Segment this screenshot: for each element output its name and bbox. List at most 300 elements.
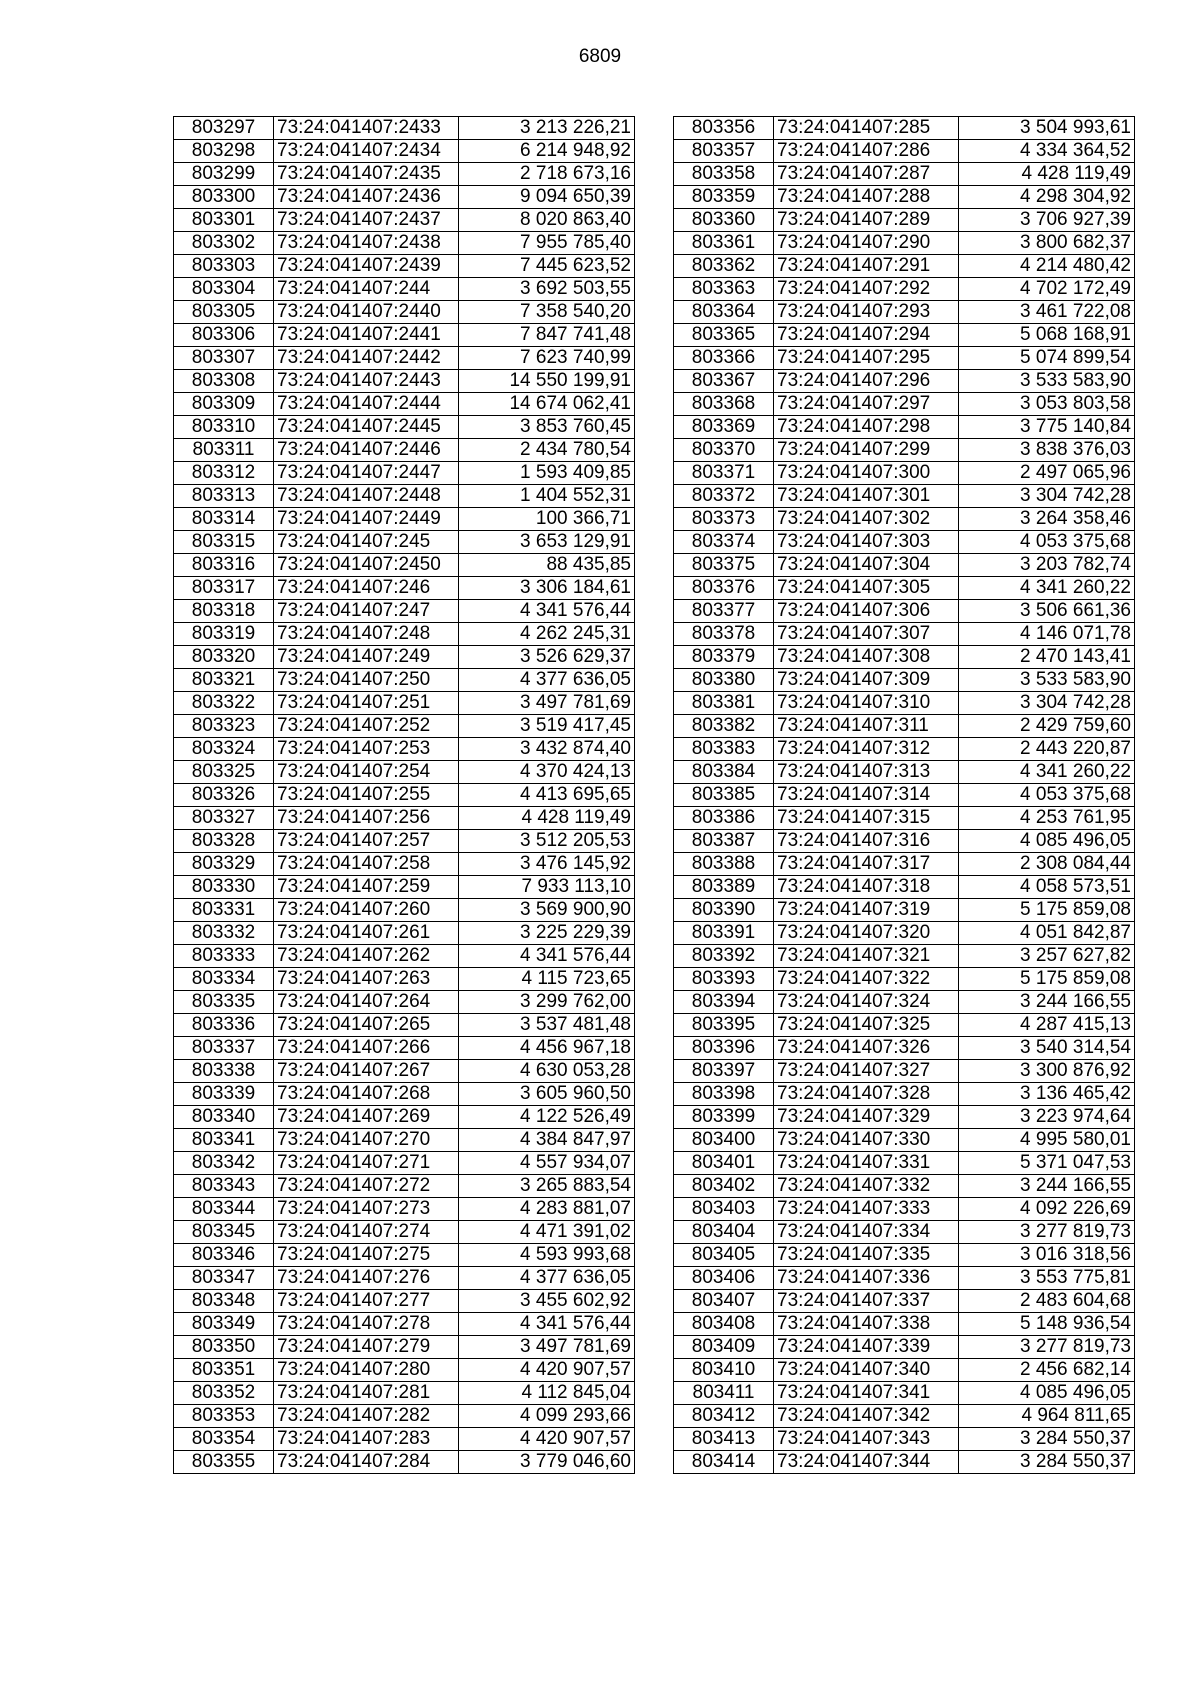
value-cell: 3 605 960,50 [459, 1083, 635, 1106]
row-number-cell: 803337 [174, 1037, 274, 1060]
cadastral-number-cell: 73:24:041407:308 [774, 646, 959, 669]
table-row [174, 991, 635, 1014]
table-row [674, 393, 1135, 416]
value-cell: 3 299 762,00 [459, 991, 635, 1014]
value-cell: 5 068 168,91 [959, 324, 1135, 347]
row-number-cell: 803344 [174, 1198, 274, 1221]
row-number-cell: 803298 [174, 140, 274, 163]
value-cell: 4 115 723,65 [459, 968, 635, 991]
table-row [174, 1405, 635, 1428]
row-number-cell: 803407 [674, 1290, 774, 1313]
row-number-cell: 803345 [174, 1221, 274, 1244]
value-cell: 4 253 761,95 [959, 807, 1135, 830]
cadastral-number-cell: 73:24:041407:318 [774, 876, 959, 899]
table-row [174, 945, 635, 968]
cadastral-number-cell: 73:24:041407:343 [774, 1428, 959, 1451]
value-cell: 3 706 927,39 [959, 209, 1135, 232]
table-row [174, 853, 635, 876]
row-number-cell: 803412 [674, 1405, 774, 1428]
table-row [674, 1221, 1135, 1244]
table-row [174, 531, 635, 554]
value-cell: 3 533 583,90 [959, 370, 1135, 393]
table-row [674, 853, 1135, 876]
row-number-cell: 803398 [674, 1083, 774, 1106]
cadastral-number-cell: 73:24:041407:2440 [274, 301, 459, 324]
cadastral-number-cell: 73:24:041407:289 [774, 209, 959, 232]
value-cell: 6 214 948,92 [459, 140, 635, 163]
table-row [174, 669, 635, 692]
value-cell: 4 413 695,65 [459, 784, 635, 807]
table-row [174, 1198, 635, 1221]
table-row [674, 140, 1135, 163]
cadastral-number-cell: 73:24:041407:248 [274, 623, 459, 646]
value-cell: 4 298 304,92 [959, 186, 1135, 209]
value-cell: 3 537 481,48 [459, 1014, 635, 1037]
row-number-cell: 803351 [174, 1359, 274, 1382]
value-cell: 2 456 682,14 [959, 1359, 1135, 1382]
cadastral-number-cell: 73:24:041407:281 [274, 1382, 459, 1405]
table-row [674, 1175, 1135, 1198]
table-row [674, 623, 1135, 646]
row-number-cell: 803396 [674, 1037, 774, 1060]
row-number-cell: 803377 [674, 600, 774, 623]
row-number-cell: 803304 [174, 278, 274, 301]
value-cell: 5 175 859,08 [959, 899, 1135, 922]
row-number-cell: 803394 [674, 991, 774, 1014]
cadastral-number-cell: 73:24:041407:334 [774, 1221, 959, 1244]
table-row [674, 1152, 1135, 1175]
value-cell: 4 053 375,68 [959, 784, 1135, 807]
value-cell: 4 593 993,68 [459, 1244, 635, 1267]
cadastral-number-cell: 73:24:041407:2434 [274, 140, 459, 163]
value-cell: 4 456 967,18 [459, 1037, 635, 1060]
table-row [674, 1267, 1135, 1290]
value-cell: 3 306 184,61 [459, 577, 635, 600]
table-row [174, 255, 635, 278]
value-cell: 2 497 065,96 [959, 462, 1135, 485]
cadastral-number-cell: 73:24:041407:319 [774, 899, 959, 922]
cadastral-number-cell: 73:24:041407:300 [774, 462, 959, 485]
row-number-cell: 803322 [174, 692, 274, 715]
row-number-cell: 803356 [674, 117, 774, 140]
cadastral-number-cell: 73:24:041407:2444 [274, 393, 459, 416]
cadastral-number-cell: 73:24:041407:268 [274, 1083, 459, 1106]
value-cell: 3 512 205,53 [459, 830, 635, 853]
value-cell: 2 483 604,68 [959, 1290, 1135, 1313]
row-number-cell: 803312 [174, 462, 274, 485]
table-row [174, 1336, 635, 1359]
table-row [174, 899, 635, 922]
cadastral-number-cell: 73:24:041407:302 [774, 508, 959, 531]
row-number-cell: 803352 [174, 1382, 274, 1405]
row-number-cell: 803368 [674, 393, 774, 416]
value-cell: 3 244 166,55 [959, 1175, 1135, 1198]
table-row [674, 945, 1135, 968]
value-cell: 4 214 480,42 [959, 255, 1135, 278]
value-cell: 3 244 166,55 [959, 991, 1135, 1014]
row-number-cell: 803384 [674, 761, 774, 784]
row-number-cell: 803321 [174, 669, 274, 692]
cadastral-number-cell: 73:24:041407:335 [774, 1244, 959, 1267]
table-row [174, 508, 635, 531]
table-row [674, 117, 1135, 140]
row-number-cell: 803402 [674, 1175, 774, 1198]
value-cell: 3 497 781,69 [459, 1336, 635, 1359]
table-row [674, 301, 1135, 324]
cadastral-number-cell: 73:24:041407:251 [274, 692, 459, 715]
row-number-cell: 803346 [174, 1244, 274, 1267]
table-row [674, 255, 1135, 278]
row-number-cell: 803327 [174, 807, 274, 830]
row-number-cell: 803331 [174, 899, 274, 922]
value-cell: 7 623 740,99 [459, 347, 635, 370]
row-number-cell: 803348 [174, 1290, 274, 1313]
row-number-cell: 803336 [174, 1014, 274, 1037]
value-cell: 4 287 415,13 [959, 1014, 1135, 1037]
value-cell: 4 995 580,01 [959, 1129, 1135, 1152]
cadastral-number-cell: 73:24:041407:264 [274, 991, 459, 1014]
row-number-cell: 803297 [174, 117, 274, 140]
value-cell: 3 203 782,74 [959, 554, 1135, 577]
table-row [674, 1451, 1135, 1474]
row-number-cell: 803355 [174, 1451, 274, 1474]
table-row [674, 646, 1135, 669]
row-number-cell: 803316 [174, 554, 274, 577]
table-row [174, 1175, 635, 1198]
value-cell: 3 213 226,21 [459, 117, 635, 140]
cadastral-number-cell: 73:24:041407:246 [274, 577, 459, 600]
value-cell: 3 519 417,45 [459, 715, 635, 738]
table-row [674, 1313, 1135, 1336]
cadastral-number-cell: 73:24:041407:293 [774, 301, 959, 324]
value-cell: 2 434 780,54 [459, 439, 635, 462]
row-number-cell: 803305 [174, 301, 274, 324]
row-number-cell: 803372 [674, 485, 774, 508]
table-left-body [174, 117, 635, 1474]
value-cell: 3 225 229,39 [459, 922, 635, 945]
table-row [174, 1451, 635, 1474]
row-number-cell: 803413 [674, 1428, 774, 1451]
row-number-cell: 803382 [674, 715, 774, 738]
row-number-cell: 803360 [674, 209, 774, 232]
row-number-cell: 803404 [674, 1221, 774, 1244]
value-cell: 7 933 113,10 [459, 876, 635, 899]
row-number-cell: 803376 [674, 577, 774, 600]
row-number-cell: 803299 [174, 163, 274, 186]
cadastral-number-cell: 73:24:041407:254 [274, 761, 459, 784]
value-cell: 4 702 172,49 [959, 278, 1135, 301]
table-row [174, 715, 635, 738]
row-number-cell: 803395 [674, 1014, 774, 1037]
row-number-cell: 803392 [674, 945, 774, 968]
cadastral-number-cell: 73:24:041407:263 [274, 968, 459, 991]
row-number-cell: 803399 [674, 1106, 774, 1129]
table-row [674, 807, 1135, 830]
table-row [674, 324, 1135, 347]
table-row [174, 1382, 635, 1405]
table-row [174, 1083, 635, 1106]
value-cell: 4 085 496,05 [959, 1382, 1135, 1405]
row-number-cell: 803361 [674, 232, 774, 255]
value-cell: 4 058 573,51 [959, 876, 1135, 899]
value-cell: 4 053 375,68 [959, 531, 1135, 554]
table-row [174, 416, 635, 439]
value-cell: 2 443 220,87 [959, 738, 1135, 761]
table-left [173, 116, 635, 1474]
value-cell: 4 384 847,97 [459, 1129, 635, 1152]
value-cell: 3 526 629,37 [459, 646, 635, 669]
cadastral-number-cell: 73:24:041407:286 [774, 140, 959, 163]
table-row [674, 1106, 1135, 1129]
value-cell: 3 569 900,90 [459, 899, 635, 922]
table-row [174, 623, 635, 646]
row-number-cell: 803332 [174, 922, 274, 945]
row-number-cell: 803317 [174, 577, 274, 600]
row-number-cell: 803405 [674, 1244, 774, 1267]
cadastral-number-cell: 73:24:041407:307 [774, 623, 959, 646]
cadastral-number-cell: 73:24:041407:311 [774, 715, 959, 738]
table-row [674, 1405, 1135, 1428]
row-number-cell: 803303 [174, 255, 274, 278]
value-cell: 1 404 552,31 [459, 485, 635, 508]
cadastral-number-cell: 73:24:041407:344 [774, 1451, 959, 1474]
value-cell: 3 653 129,91 [459, 531, 635, 554]
cadastral-number-cell: 73:24:041407:283 [274, 1428, 459, 1451]
table-row [674, 508, 1135, 531]
page-number: 6809 [578, 46, 622, 67]
row-number-cell: 803406 [674, 1267, 774, 1290]
table-row [174, 163, 635, 186]
row-number-cell: 803349 [174, 1313, 274, 1336]
table-row [674, 163, 1135, 186]
value-cell: 3 553 775,81 [959, 1267, 1135, 1290]
value-cell: 4 283 881,07 [459, 1198, 635, 1221]
value-cell: 4 341 576,44 [459, 600, 635, 623]
row-number-cell: 803354 [174, 1428, 274, 1451]
row-number-cell: 803310 [174, 416, 274, 439]
cadastral-number-cell: 73:24:041407:279 [274, 1336, 459, 1359]
cadastral-number-cell: 73:24:041407:2446 [274, 439, 459, 462]
table-row [674, 1060, 1135, 1083]
row-number-cell: 803370 [674, 439, 774, 462]
row-number-cell: 803381 [674, 692, 774, 715]
cadastral-number-cell: 73:24:041407:316 [774, 830, 959, 853]
cadastral-number-cell: 73:24:041407:262 [274, 945, 459, 968]
cadastral-number-cell: 73:24:041407:2439 [274, 255, 459, 278]
value-cell: 7 445 623,52 [459, 255, 635, 278]
table-row [674, 761, 1135, 784]
table-row [174, 807, 635, 830]
cadastral-number-cell: 73:24:041407:284 [274, 1451, 459, 1474]
table-row [174, 1037, 635, 1060]
value-cell: 3 304 742,28 [959, 485, 1135, 508]
value-cell: 4 341 260,22 [959, 577, 1135, 600]
cadastral-number-cell: 73:24:041407:322 [774, 968, 959, 991]
cadastral-number-cell: 73:24:041407:282 [274, 1405, 459, 1428]
cadastral-number-cell: 73:24:041407:273 [274, 1198, 459, 1221]
value-cell: 4 341 576,44 [459, 1313, 635, 1336]
cadastral-number-cell: 73:24:041407:296 [774, 370, 959, 393]
row-number-cell: 803335 [174, 991, 274, 1014]
table-row [174, 692, 635, 715]
value-cell: 3 497 781,69 [459, 692, 635, 715]
value-cell: 3 265 883,54 [459, 1175, 635, 1198]
cadastral-number-cell: 73:24:041407:261 [274, 922, 459, 945]
cadastral-number-cell: 73:24:041407:331 [774, 1152, 959, 1175]
cadastral-number-cell: 73:24:041407:267 [274, 1060, 459, 1083]
table-row [674, 922, 1135, 945]
table-row [174, 1244, 635, 1267]
row-number-cell: 803307 [174, 347, 274, 370]
value-cell: 4 146 071,78 [959, 623, 1135, 646]
table-row [674, 830, 1135, 853]
row-number-cell: 803315 [174, 531, 274, 554]
table-row [174, 922, 635, 945]
table-row [174, 1014, 635, 1037]
row-number-cell: 803353 [174, 1405, 274, 1428]
value-cell: 3 223 974,64 [959, 1106, 1135, 1129]
value-cell: 3 432 874,40 [459, 738, 635, 761]
cadastral-number-cell: 73:24:041407:301 [774, 485, 959, 508]
table-row [674, 485, 1135, 508]
value-cell: 4 630 053,28 [459, 1060, 635, 1083]
cadastral-number-cell: 73:24:041407:2441 [274, 324, 459, 347]
value-cell: 3 838 376,03 [959, 439, 1135, 462]
row-number-cell: 803329 [174, 853, 274, 876]
table-row [174, 761, 635, 784]
table-row [674, 738, 1135, 761]
cadastral-number-cell: 73:24:041407:2437 [274, 209, 459, 232]
cadastral-number-cell: 73:24:041407:270 [274, 1129, 459, 1152]
cadastral-number-cell: 73:24:041407:266 [274, 1037, 459, 1060]
table-row [174, 485, 635, 508]
cadastral-number-cell: 73:24:041407:255 [274, 784, 459, 807]
table-row [674, 1014, 1135, 1037]
cadastral-number-cell: 73:24:041407:250 [274, 669, 459, 692]
cadastral-number-cell: 73:24:041407:342 [774, 1405, 959, 1428]
cadastral-number-cell: 73:24:041407:249 [274, 646, 459, 669]
table-row [174, 140, 635, 163]
cadastral-number-cell: 73:24:041407:327 [774, 1060, 959, 1083]
table-row [674, 462, 1135, 485]
value-cell: 2 470 143,41 [959, 646, 1135, 669]
value-cell: 3 800 682,37 [959, 232, 1135, 255]
row-number-cell: 803411 [674, 1382, 774, 1405]
row-number-cell: 803409 [674, 1336, 774, 1359]
table-row [174, 1106, 635, 1129]
row-number-cell: 803408 [674, 1313, 774, 1336]
table-row [174, 876, 635, 899]
table-row [174, 393, 635, 416]
cadastral-number-cell: 73:24:041407:265 [274, 1014, 459, 1037]
value-cell: 4 341 260,22 [959, 761, 1135, 784]
table-row [674, 554, 1135, 577]
row-number-cell: 803373 [674, 508, 774, 531]
table-row [174, 186, 635, 209]
value-cell: 4 112 845,04 [459, 1382, 635, 1405]
value-cell: 3 455 602,92 [459, 1290, 635, 1313]
value-cell: 4 964 811,65 [959, 1405, 1135, 1428]
table-row [174, 278, 635, 301]
cadastral-number-cell: 73:24:041407:247 [274, 600, 459, 623]
value-cell: 4 377 636,05 [459, 669, 635, 692]
value-cell: 4 377 636,05 [459, 1267, 635, 1290]
row-number-cell: 803320 [174, 646, 274, 669]
row-number-cell: 803330 [174, 876, 274, 899]
table-row [174, 830, 635, 853]
value-cell: 14 674 062,41 [459, 393, 635, 416]
cadastral-number-cell: 73:24:041407:291 [774, 255, 959, 278]
row-number-cell: 803386 [674, 807, 774, 830]
row-number-cell: 803323 [174, 715, 274, 738]
row-number-cell: 803301 [174, 209, 274, 232]
value-cell: 3 277 819,73 [959, 1221, 1135, 1244]
table-row [174, 1428, 635, 1451]
cadastral-number-cell: 73:24:041407:298 [774, 416, 959, 439]
value-cell: 4 370 424,13 [459, 761, 635, 784]
row-number-cell: 803342 [174, 1152, 274, 1175]
value-cell: 4 341 576,44 [459, 945, 635, 968]
value-cell: 1 593 409,85 [459, 462, 635, 485]
cadastral-number-cell: 73:24:041407:256 [274, 807, 459, 830]
cadastral-number-cell: 73:24:041407:2443 [274, 370, 459, 393]
table-right [673, 116, 1135, 1474]
value-cell: 2 718 673,16 [459, 163, 635, 186]
row-number-cell: 803366 [674, 347, 774, 370]
table-row [174, 1129, 635, 1152]
cadastral-number-cell: 73:24:041407:260 [274, 899, 459, 922]
value-cell: 5 074 899,54 [959, 347, 1135, 370]
row-number-cell: 803391 [674, 922, 774, 945]
table-row [674, 669, 1135, 692]
cadastral-number-cell: 73:24:041407:2447 [274, 462, 459, 485]
value-cell: 3 775 140,84 [959, 416, 1135, 439]
row-number-cell: 803369 [674, 416, 774, 439]
row-number-cell: 803318 [174, 600, 274, 623]
value-cell: 3 540 314,54 [959, 1037, 1135, 1060]
cadastral-number-cell: 73:24:041407:280 [274, 1359, 459, 1382]
table-row [174, 301, 635, 324]
row-number-cell: 803313 [174, 485, 274, 508]
table-row [174, 577, 635, 600]
cadastral-number-cell: 73:24:041407:314 [774, 784, 959, 807]
row-number-cell: 803311 [174, 439, 274, 462]
row-number-cell: 803383 [674, 738, 774, 761]
cadastral-number-cell: 73:24:041407:257 [274, 830, 459, 853]
cadastral-number-cell: 73:24:041407:259 [274, 876, 459, 899]
value-cell: 3 016 318,56 [959, 1244, 1135, 1267]
row-number-cell: 803378 [674, 623, 774, 646]
cadastral-number-cell: 73:24:041407:324 [774, 991, 959, 1014]
value-cell: 4 557 934,07 [459, 1152, 635, 1175]
cadastral-number-cell: 73:24:041407:304 [774, 554, 959, 577]
value-cell: 4 334 364,52 [959, 140, 1135, 163]
table-row [174, 1152, 635, 1175]
value-cell: 3 304 742,28 [959, 692, 1135, 715]
cadastral-number-cell: 73:24:041407:2433 [274, 117, 459, 140]
table-row [674, 209, 1135, 232]
cadastral-number-cell: 73:24:041407:315 [774, 807, 959, 830]
value-cell: 3 533 583,90 [959, 669, 1135, 692]
value-cell: 3 779 046,60 [459, 1451, 635, 1474]
cadastral-number-cell: 73:24:041407:312 [774, 738, 959, 761]
cadastral-number-cell: 73:24:041407:329 [774, 1106, 959, 1129]
row-number-cell: 803338 [174, 1060, 274, 1083]
cadastral-number-cell: 73:24:041407:330 [774, 1129, 959, 1152]
value-cell: 4 122 526,49 [459, 1106, 635, 1129]
row-number-cell: 803334 [174, 968, 274, 991]
table-row [674, 347, 1135, 370]
